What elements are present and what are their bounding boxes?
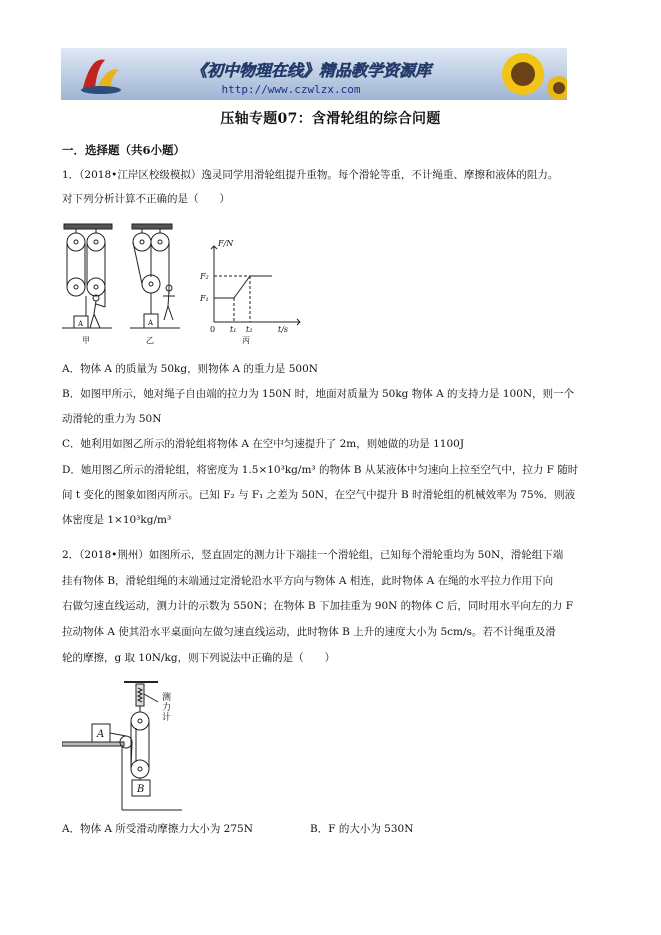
q1-option-b-line1[interactable]: B．如图甲所示，她对绳子自由端的拉力为 150N 时，地面对质量为 50kg 物体 A 的支持力是 100N，则一个 [62, 388, 575, 400]
q2-stem-line3: 右做匀速直线运动，测力计的示数为 550N；在物体 B 下加挂重为 90N 的物体 C 后，同时用水平向左的力 F [62, 600, 574, 612]
banner-url[interactable]: http://www.czwlzx.com [221, 83, 361, 96]
q1-stem-line1: 1．（2018•江岸区校级模拟）逸灵同学用滑轮组提升重物。每个滑轮等重，不计绳重、摩擦和液体的阻力。 [62, 169, 559, 181]
axis-tick-t1: t₁ [230, 325, 237, 334]
fig-label-a: A [97, 729, 105, 740]
q1-option-b-line2: 动滑轮的重力为 50N [62, 413, 162, 425]
q2-stem-line5: 轮的摩擦，g 取 10N/kg，则下列说法中正确的是（ ） [62, 652, 336, 664]
fig-label-a1: A [78, 320, 84, 328]
banner-title: 《初中物理在线》精品教学资源库 [190, 61, 432, 80]
q1-option-d-line1[interactable]: D．她用图乙所示的滑轮组，将密度为 1.5×10³kg/m³ 的物体 B 从某液体中匀速向上拉至空气中，拉力 F 随时 [62, 464, 579, 476]
q2-figure [62, 676, 192, 820]
fig-label-a2: A [148, 319, 154, 327]
fig-label-li: 力 [162, 703, 172, 713]
fig-label-yi: 乙 [146, 336, 154, 345]
axis-origin: 0 [210, 325, 216, 334]
fig-label-bing: 丙 [242, 336, 250, 345]
q2-stem-line4: 拉动物体 A 使其沿水平桌面向左做匀速直线运动，此时物体 B 上升的速度大小为 5cm/s。若不计绳重及滑 [62, 626, 556, 638]
q1-option-d-line2: 间 t 变化的图象如图丙所示。已知 F₂ 与 F₁ 之差为 50N，在空气中提升 B 时滑轮组的机械效率为 75%．则液 [62, 489, 576, 501]
fig-label-ce: 测 [162, 693, 172, 703]
axis-tick-t2: t₂ [246, 325, 253, 334]
q2-option-a[interactable]: A．物体 A 所受滑动摩擦力大小为 275N [62, 823, 253, 835]
q1-figure [62, 222, 302, 356]
header-banner [61, 48, 567, 100]
fig-label-b: B [137, 784, 145, 795]
section-heading: 一．选择题（共6小题） [62, 143, 186, 157]
fig-label-ji: 计 [162, 713, 172, 723]
axis-tick-f1: F₁ [200, 294, 209, 303]
axis-tick-f2: F₂ [200, 272, 209, 281]
fig-label-jia: 甲 [82, 336, 90, 345]
q2-stem-line2: 挂有物体 B，滑轮组绳的末端通过定滑轮沿水平方向与物体 A 相连，此时物体 A 在绳的水平拉力作用下向 [62, 575, 554, 587]
axis-label-fn: F/N [218, 239, 234, 248]
q1-option-a[interactable]: A．物体 A 的质量为 50kg，则物体 A 的重力是 500N [62, 363, 318, 375]
q1-option-c[interactable]: C．她利用如图乙所示的滑轮组将物体 A 在空中匀速提升了 2m，则她做的功是 1100J [62, 438, 465, 450]
q1-stem-line2: 对下列分析计算不正确的是（ ） [62, 193, 230, 205]
axis-label-ts: t/s [278, 325, 289, 334]
q2-option-b[interactable]: B．F 的大小为 530N [310, 823, 414, 835]
page-title: 压轴专题07：含滑轮组的综合问题 [220, 111, 441, 127]
q2-stem-line1: 2．（2018•荆州）如图所示，竖直固定的测力计下端挂一个滑轮组，已知每个滑轮重均为 50N，滑轮组下端 [62, 549, 564, 561]
q1-option-d-line3: 体密度是 1×10³kg/m³ [62, 514, 172, 526]
